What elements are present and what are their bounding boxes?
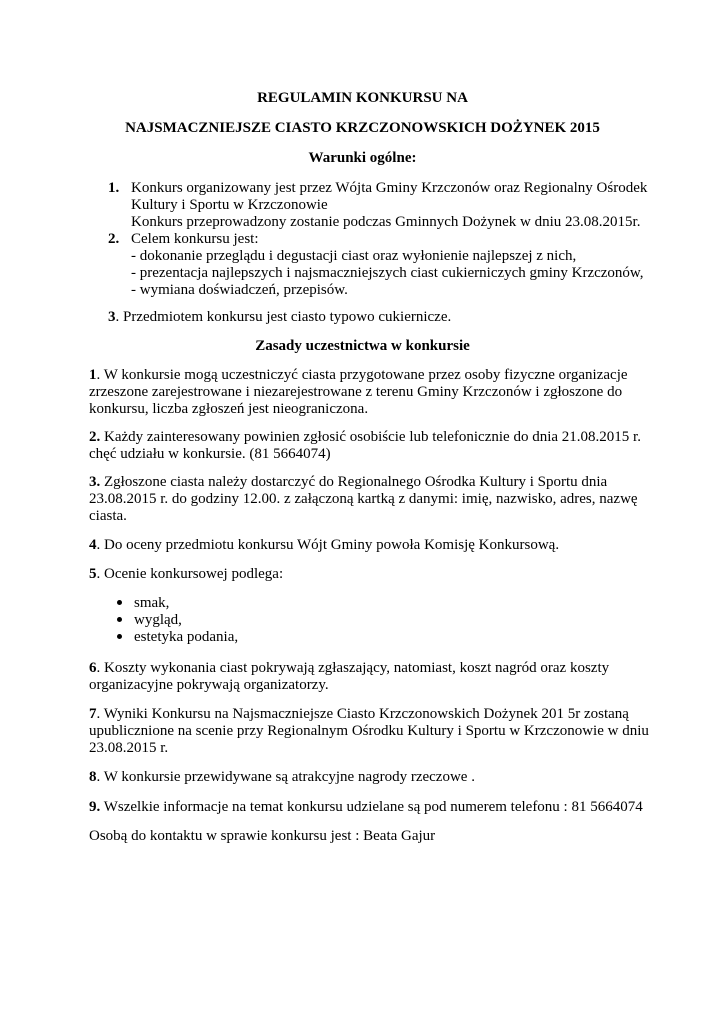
general-item3-number: 3 (108, 309, 116, 325)
rule7-number: 7 (89, 706, 97, 722)
general-item3 (108, 308, 451, 327)
rule7-line2: upublicznione na scenie przy Regionalnym Ośrodku Kultury i Sportu w Krzczonowie w dniu (89, 723, 649, 739)
general-item1-number: 1. (108, 180, 120, 196)
rules-heading: Zasady uczestnictwa w konkursie (255, 338, 470, 354)
rule6-line2: organizacyjne pokrywają organizatorzy. (89, 677, 329, 693)
general-item1-line2: Kultury i Sportu w Krzczonowie (131, 197, 328, 213)
general-heading: Warunki ogólne: (308, 150, 417, 166)
rule8 (89, 768, 475, 787)
contact-line: Osobą do kontaktu w sprawie konkursu jest : Beata Gajur (89, 828, 436, 844)
rule4-text: . Do oceny przedmiotu konkursu Wójt Gminy powoła Komisję Konkursową. (96, 537, 560, 553)
bullet-icon (117, 600, 122, 605)
rule1-line3: konkursu, liczba zgłoszeń jest nieograniczona. (89, 401, 369, 417)
rule4 (89, 536, 559, 555)
rule3-line2: 23.08.2015 r. do godziny 12.00. z załączoną kartką z danymi: imię, nazwisko, adres, nazwę (89, 491, 638, 507)
rule8-text: . W konkursie przewidywane są atrakcyjne nagrody rzeczowe . (96, 769, 475, 785)
rule5-bullet-1: smak, (134, 595, 170, 611)
general-item1-line1: Konkurs organizowany jest przez Wójta Gminy Krzczonów oraz Regionalny Ośrodek (131, 180, 648, 196)
rule4-number: 4 (89, 537, 97, 553)
general-item2-line4: - wymiana doświadczeń, przepisów. (131, 282, 348, 298)
bullet-icon (117, 634, 122, 639)
rule1-number: 1 (89, 367, 97, 383)
general-item1-line3: Konkurs przeprowadzony zostanie podczas Gminnych Dożynek w dniu 23.08.2015r. (131, 214, 641, 230)
bullet-icon (117, 617, 122, 622)
general-item3-text: . Przedmiotem konkursu jest ciasto typowo cukiernicze. (115, 309, 452, 325)
rule5-number: 5 (89, 566, 97, 582)
general-item2-number: 2. (108, 231, 120, 247)
rule6-text: . Koszty wykonania ciast pokrywają zgłaszający, natomiast, koszt nagród oraz koszty (96, 660, 610, 676)
general-item2-line1: Celem konkursu jest: (131, 231, 259, 247)
rule2-line2: chęć udziału w konkursie. (81 5664074) (89, 446, 331, 462)
document-title-line1: REGULAMIN KONKURSU NA (257, 90, 468, 106)
rule2-number: 2. (89, 429, 101, 445)
rule9 (89, 798, 643, 817)
rule3-line3: ciasta. (89, 508, 127, 524)
rule5-bullet-3: estetyka podania, (134, 629, 239, 645)
rule1-line2: zrzeszone zarejestrowane i niezarejestrowane z terenu Gminy Krzczonów i zgłoszone do (89, 384, 623, 400)
document-title-line2: NAJSMACZNIEJSZE CIASTO KRZCZONOWSKICH DOŻYNEK 2015 (125, 120, 600, 136)
general-item2-line2: - dokonanie przeglądu i degustacji ciast oraz wyłonienie najlepszej z nich, (131, 248, 577, 264)
rule5-text: . Ocenie konkursowej podlega: (96, 566, 284, 582)
rule5 (89, 565, 283, 584)
rule1-text: . W konkursie mogą uczestniczyć ciasta przygotowane przez osoby fizyczne organizacje (96, 367, 628, 383)
rule8-number: 8 (89, 769, 97, 785)
rule2-text: Każdy zainteresowany powinien zgłosić osobiście lub telefonicznie do dnia 21.08.2015 r. (100, 429, 641, 445)
rule3-text: Zgłoszone ciasta należy dostarczyć do Regionalnego Ośrodka Kultury i Sportu dnia (100, 474, 608, 490)
rule5-bullet-2: wygląd, (134, 612, 182, 628)
rule7-line3: 23.08.2015 r. (89, 740, 169, 756)
rule9-number: 9. (89, 799, 101, 815)
general-item2-line3: - prezentacja najlepszych i najsmaczniejszych ciast cukierniczych gminy Krzczonów, (131, 265, 644, 281)
rule9-text: Wszelkie informacje na temat konkursu udzielane są pod numerem telefonu : 81 5664074 (100, 799, 643, 815)
rule6-number: 6 (89, 660, 97, 676)
rule7-text: . Wyniki Konkursu na Najsmaczniejsze Ciasto Krzczonowskich Dożynek 201 5r zostaną (96, 706, 629, 722)
rule3-number: 3. (89, 474, 101, 490)
